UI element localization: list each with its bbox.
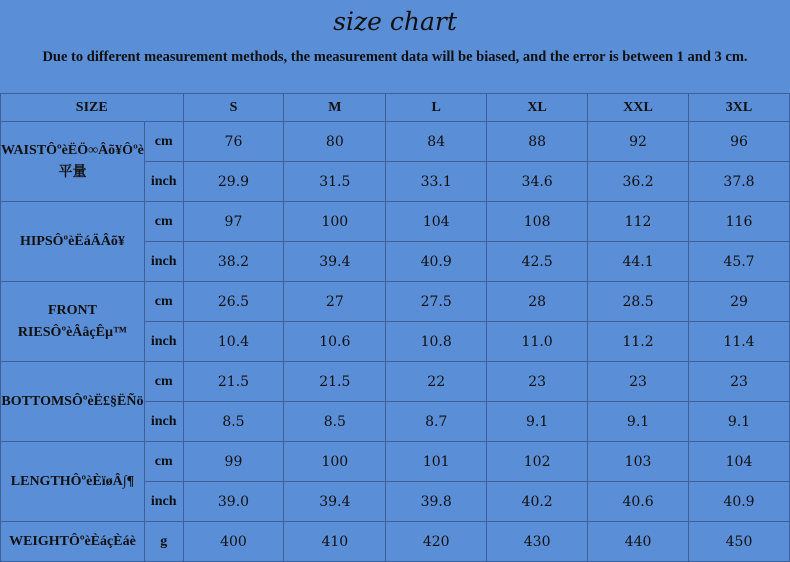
chart-title: size chart xyxy=(333,7,457,36)
value-cell: 40.2 xyxy=(487,482,588,522)
value-cell: 21.5 xyxy=(183,362,284,402)
size-header-label: SIZE xyxy=(1,94,184,122)
value-cell: 104 xyxy=(386,202,487,242)
value-cell: 21.5 xyxy=(284,362,386,402)
value-cell: 97 xyxy=(183,202,284,242)
value-cell: 39.8 xyxy=(386,482,487,522)
value-cell: 101 xyxy=(386,442,487,482)
value-cell: 8.7 xyxy=(386,402,487,442)
measurement-note: Due to different measurement methods, the measurement data will be biased, and the error is between 1 and 3 cm. xyxy=(42,49,748,65)
value-cell: 8.5 xyxy=(183,402,284,442)
value-cell: 23 xyxy=(588,362,689,402)
value-cell: 9.1 xyxy=(689,402,790,442)
value-cell: 45.7 xyxy=(689,242,790,282)
value-cell: 450 xyxy=(689,522,790,562)
value-cell: 44.1 xyxy=(588,242,689,282)
value-cell: 37.8 xyxy=(689,162,790,202)
value-cell: 27 xyxy=(284,282,386,322)
size-table-body xyxy=(1,94,790,562)
value-cell: 22 xyxy=(386,362,487,402)
value-cell: 11.0 xyxy=(487,322,588,362)
value-cell: 39.4 xyxy=(284,482,386,522)
size-header-l: L xyxy=(386,94,487,122)
value-cell: 28.5 xyxy=(588,282,689,322)
size-header-s: S xyxy=(183,94,284,122)
value-cell: 10.8 xyxy=(386,322,487,362)
value-cell: 11.4 xyxy=(689,322,790,362)
size-header-row xyxy=(1,94,790,122)
unit-cell: cm xyxy=(144,202,183,242)
value-cell: 39.4 xyxy=(284,242,386,282)
value-cell: 108 xyxy=(487,202,588,242)
value-cell: 38.2 xyxy=(183,242,284,282)
unit-cell: cm xyxy=(144,282,183,322)
value-cell: 40.6 xyxy=(588,482,689,522)
value-cell: 103 xyxy=(588,442,689,482)
value-cell: 31.5 xyxy=(284,162,386,202)
value-cell: 440 xyxy=(588,522,689,562)
size-table xyxy=(0,93,790,562)
value-cell: 9.1 xyxy=(588,402,689,442)
value-cell: 40.9 xyxy=(689,482,790,522)
value-cell: 9.1 xyxy=(487,402,588,442)
value-cell: 39.0 xyxy=(183,482,284,522)
unit-cell: cm xyxy=(144,362,183,402)
value-cell: 104 xyxy=(689,442,790,482)
value-cell: 42.5 xyxy=(487,242,588,282)
unit-cell: cm xyxy=(144,442,183,482)
value-cell: 27.5 xyxy=(386,282,487,322)
value-cell: 80 xyxy=(284,122,386,162)
value-cell: 420 xyxy=(386,522,487,562)
unit-cell: inch xyxy=(144,242,183,282)
value-cell: 84 xyxy=(386,122,487,162)
value-cell: 29 xyxy=(689,282,790,322)
value-cell: 100 xyxy=(284,202,386,242)
measurement-row xyxy=(1,522,790,562)
measurement-row xyxy=(1,362,790,402)
value-cell: 11.2 xyxy=(588,322,689,362)
value-cell: 10.4 xyxy=(183,322,284,362)
value-cell: 26.5 xyxy=(183,282,284,322)
unit-cell: inch xyxy=(144,402,183,442)
measurement-row xyxy=(1,122,790,162)
size-header-3xl: 3XL xyxy=(689,94,790,122)
size-header-xxl: XXL xyxy=(588,94,689,122)
measurement-label: FRONT RIESÔºèÂâçÊµ™ xyxy=(1,282,145,362)
value-cell: 34.6 xyxy=(487,162,588,202)
measurement-label: WEIGHTÔºèÈáçÈáè xyxy=(1,522,145,562)
value-cell: 96 xyxy=(689,122,790,162)
size-header-xl: XL xyxy=(487,94,588,122)
unit-cell: inch xyxy=(144,322,183,362)
value-cell: 28 xyxy=(487,282,588,322)
value-cell: 102 xyxy=(487,442,588,482)
value-cell: 410 xyxy=(284,522,386,562)
value-cell: 36.2 xyxy=(588,162,689,202)
measurement-row xyxy=(1,282,790,322)
value-cell: 23 xyxy=(487,362,588,402)
unit-cell: g xyxy=(144,522,183,562)
value-cell: 33.1 xyxy=(386,162,487,202)
value-cell: 88 xyxy=(487,122,588,162)
measurement-row xyxy=(1,442,790,482)
measurement-label: HIPSÔºèËáÄÂõ¥ xyxy=(1,202,145,282)
value-cell: 23 xyxy=(689,362,790,402)
value-cell: 8.5 xyxy=(284,402,386,442)
measurement-label: BOTTOMSÔºèË£§ËÑö xyxy=(1,362,145,442)
value-cell: 29.9 xyxy=(183,162,284,202)
value-cell: 99 xyxy=(183,442,284,482)
value-cell: 112 xyxy=(588,202,689,242)
value-cell: 40.9 xyxy=(386,242,487,282)
unit-cell: inch xyxy=(144,162,183,202)
measurement-label: WAISTÔºèËÖ∞Âõ¥Ôºè平量 xyxy=(1,122,145,202)
value-cell: 400 xyxy=(183,522,284,562)
value-cell: 76 xyxy=(183,122,284,162)
measurement-label: LENGTHÔºèÈïøÂ∫¶ xyxy=(1,442,145,522)
value-cell: 116 xyxy=(689,202,790,242)
value-cell: 430 xyxy=(487,522,588,562)
size-header-m: M xyxy=(284,94,386,122)
unit-cell: cm xyxy=(144,122,183,162)
value-cell: 100 xyxy=(284,442,386,482)
value-cell: 92 xyxy=(588,122,689,162)
unit-cell: inch xyxy=(144,482,183,522)
value-cell: 10.6 xyxy=(284,322,386,362)
measurement-row xyxy=(1,202,790,242)
